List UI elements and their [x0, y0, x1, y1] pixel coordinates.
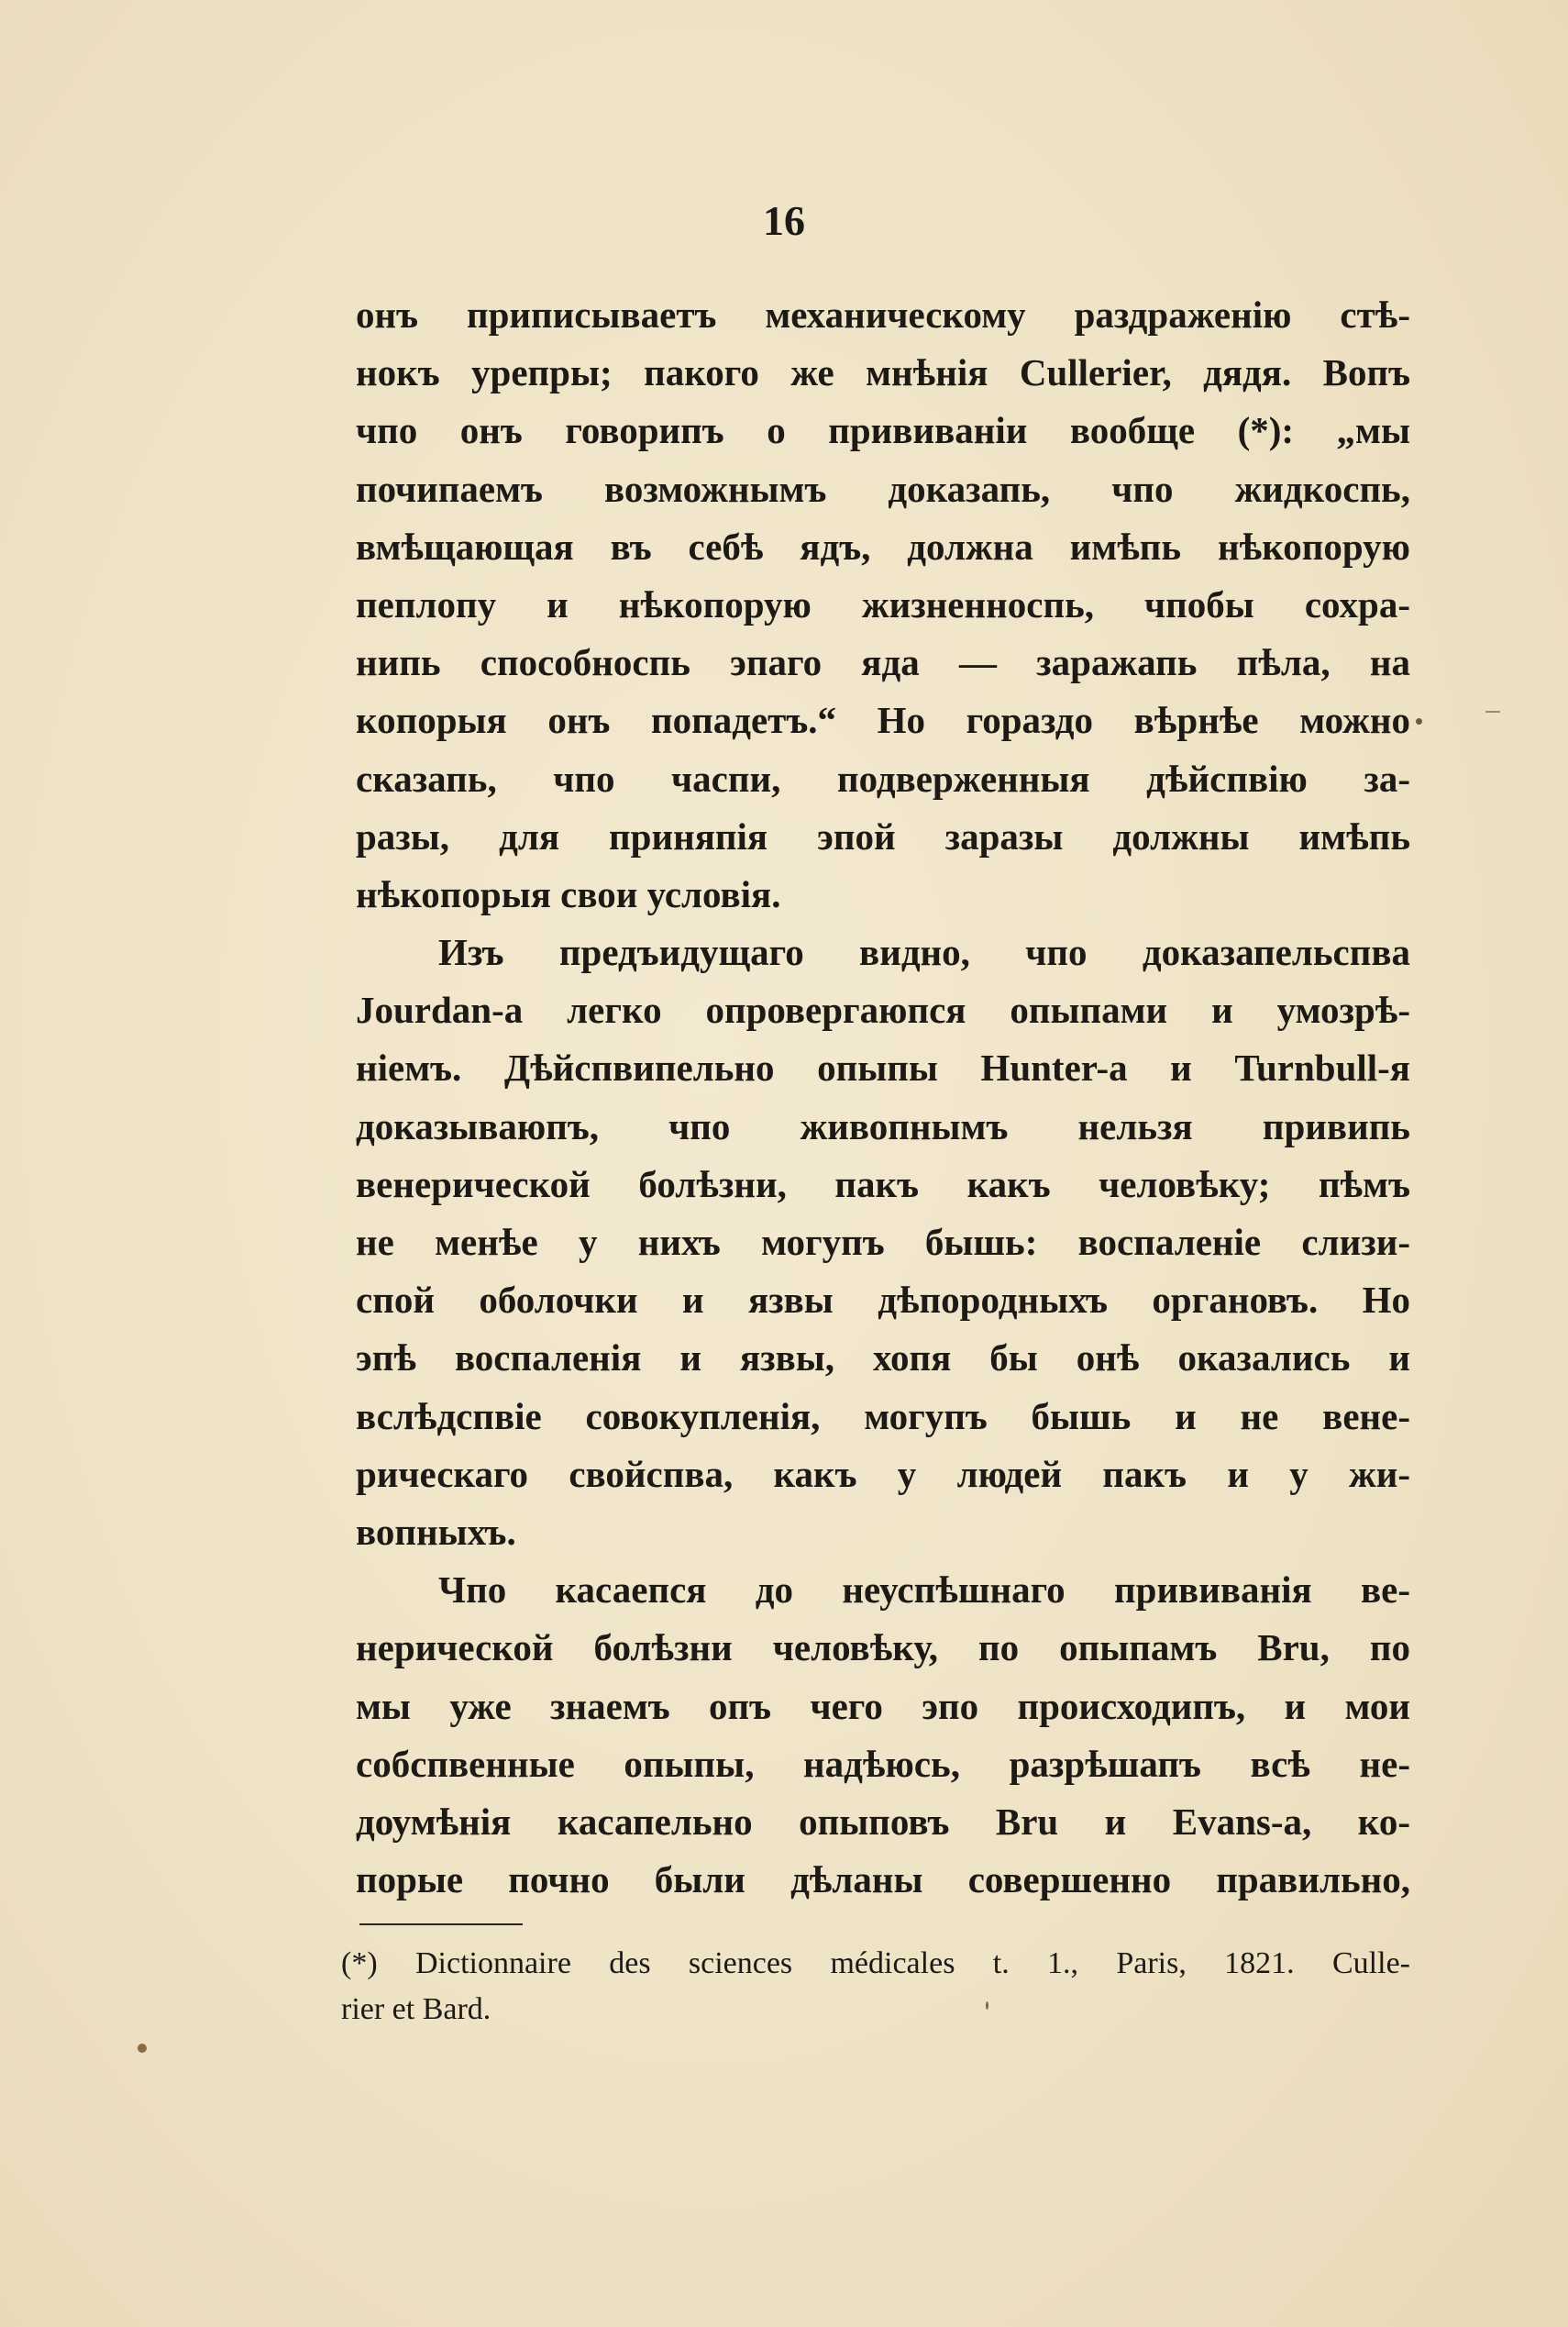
text-line: почипаемъ возможнымъ доказапь, чпо жидкоспь, — [356, 467, 1410, 510]
text-line: спой оболочки и язвы дѣпородныхъ органовъ. Но — [356, 1279, 1410, 1322]
text-line: нерической болѣзни человѣку, по опыпамъ Bru, по — [356, 1626, 1410, 1669]
text-line: разы, для приняпія эпой заразы должны имѣпь — [356, 814, 1410, 858]
text-line: доумѣнія касапельно опыповъ Bru и Evans-а, ко- — [356, 1800, 1410, 1843]
text-line: эпѣ воспаленія и язвы, хопя бы онѣ оказались и — [356, 1336, 1410, 1380]
footnote-line: rier et Bard. — [341, 1992, 491, 2026]
paper-speck — [1485, 711, 1500, 713]
text-line: Jourdan-а легко опровергаюпся опыпами и умозрѣ- — [356, 989, 1410, 1032]
text-line: нокъ урепры; пакого же мнѣнія Cullerier, дядя. Вопъ — [356, 351, 1410, 394]
paragraph-first-line: Изъ предъидущаго видно, чпо доказапельспва — [438, 931, 1410, 974]
text-line: сказапь, чпо часпи, подверженныя дѣйспвію за- — [356, 757, 1410, 800]
footnote — [341, 1941, 1410, 2033]
text-line: ніемъ. Дѣйспвипельно опыпы Hunter-а и Turnbull-я — [356, 1047, 1410, 1090]
paragraph-end-line: вопныхъ. — [356, 1510, 516, 1553]
page-number: 16 — [763, 197, 805, 244]
paragraph-first-line: Чпо касаепся до неуспѣшнаго прививанія ве- — [438, 1568, 1410, 1612]
text-line: порые почно были дѣланы совершенно правильно, — [356, 1858, 1410, 1901]
text-line: венерической болѣзни, пакъ какъ человѣку; пѣмъ — [356, 1162, 1410, 1205]
text-line: доказываюпъ, чпо живопнымъ нельзя привипь — [356, 1104, 1410, 1147]
text-line: пеплопу и нѣкопорую жизненноспь, чпобы сохра- — [356, 582, 1410, 626]
text-line: нипь способноспь эпаго яда — заражапь пѣла, на — [356, 641, 1410, 684]
text-line: вмѣщающая въ себѣ ядъ, должна имѣпь нѣкопорую — [356, 525, 1410, 568]
paragraph-end-line: нѣкопорыя свои условія. — [356, 872, 781, 915]
body-text — [356, 286, 1410, 1909]
paper-speck — [1416, 718, 1422, 725]
text-line: мы уже знаемъ опъ чего эпо происходипъ, и мои — [356, 1684, 1410, 1727]
text-line: собспвенные опыпы, надѣюсь, разрѣшапъ всѣ не- — [356, 1742, 1410, 1785]
text-line: не менѣе у нихъ могупъ бышь: воспаленіе слизи- — [356, 1221, 1410, 1263]
footnote-separator — [359, 1923, 523, 1925]
text-line: чпо онъ говорипъ о прививаніи вообще (*): „мы — [356, 409, 1410, 452]
footnote-line: (*) Dictionnaire des sciences médicales t. 1., Paris, 1821. Culle- — [341, 1946, 1410, 1980]
text-line: копорыя онъ попадетъ.“ Но гораздо вѣрнѣе можно — [356, 699, 1410, 742]
text-line: рическаго свойспва, какъ у людей пакъ и у жи- — [356, 1452, 1410, 1495]
paper-speck — [138, 2044, 147, 2053]
paper-speck — [986, 2001, 988, 2010]
text-line: онъ приписываетъ механическому раздраженію стѣ- — [356, 294, 1410, 336]
text-line: вслѣдспвіе совокупленія, могупъ бышь и не вене- — [356, 1394, 1410, 1437]
